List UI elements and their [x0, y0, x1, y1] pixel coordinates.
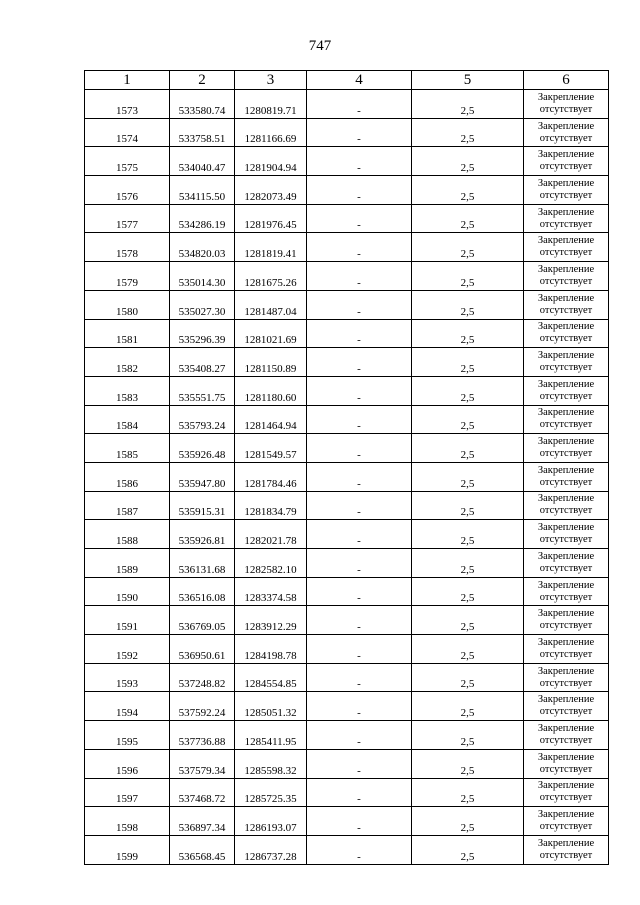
- coordinate-y-cell: 1281487.04: [235, 290, 307, 319]
- coordinate-y-cell: 1285598.32: [235, 749, 307, 778]
- coordinates-table: [84, 70, 609, 865]
- column-4-cell: -: [307, 606, 412, 635]
- column-4-cell: -: [307, 549, 412, 578]
- column-header-1: 1: [85, 71, 170, 90]
- coordinate-y-cell: 1283374.58: [235, 577, 307, 606]
- coordinate-x-cell: 535793.24: [170, 405, 235, 434]
- column-5-cell: 2,5: [412, 635, 524, 664]
- table-row: [85, 434, 609, 463]
- fixing-note-line-2: отсутствует: [539, 591, 593, 603]
- point-number-cell: 1583: [85, 376, 170, 405]
- fixing-note-line-1: Закрепление: [537, 579, 595, 591]
- fixing-note-line-2: отсутствует: [539, 763, 593, 775]
- fixing-note-line-1: Закрепление: [537, 837, 595, 849]
- table-row: [85, 405, 609, 434]
- fixing-note-line-1: Закрепление: [537, 550, 595, 562]
- coordinate-x-cell: 537579.34: [170, 749, 235, 778]
- table-row: [85, 520, 609, 549]
- fixing-note-cell: [524, 606, 609, 635]
- table-row: [85, 807, 609, 836]
- fixing-note-line-2: отсутствует: [539, 304, 593, 316]
- column-4-cell: -: [307, 434, 412, 463]
- fixing-note-cell: [524, 376, 609, 405]
- column-5-cell: 2,5: [412, 319, 524, 348]
- column-5-cell: 2,5: [412, 118, 524, 147]
- point-number-cell: 1580: [85, 290, 170, 319]
- column-4-cell: -: [307, 778, 412, 807]
- fixing-note-line-2: отсутствует: [539, 103, 593, 115]
- fixing-note-line-1: Закрепление: [537, 493, 595, 505]
- column-5-cell: 2,5: [412, 233, 524, 262]
- fixing-note-line-2: отсутствует: [539, 706, 593, 718]
- fixing-note-cell: [524, 749, 609, 778]
- column-4-cell: -: [307, 807, 412, 836]
- coordinate-x-cell: 536769.05: [170, 606, 235, 635]
- column-4-cell: -: [307, 262, 412, 291]
- column-5-cell: 2,5: [412, 462, 524, 491]
- point-number-cell: 1588: [85, 520, 170, 549]
- coordinate-y-cell: 1284198.78: [235, 635, 307, 664]
- column-4-cell: -: [307, 176, 412, 205]
- table-row: [85, 635, 609, 664]
- fixing-note-cell: [524, 290, 609, 319]
- point-number-cell: 1596: [85, 749, 170, 778]
- point-number-cell: 1594: [85, 692, 170, 721]
- column-5-cell: 2,5: [412, 176, 524, 205]
- fixing-note-cell: [524, 635, 609, 664]
- table-row: [85, 376, 609, 405]
- fixing-note-cell: [524, 204, 609, 233]
- column-header-5: 5: [412, 71, 524, 90]
- coordinate-y-cell: 1285725.35: [235, 778, 307, 807]
- table-row: [85, 262, 609, 291]
- column-5-cell: 2,5: [412, 721, 524, 750]
- column-4-cell: -: [307, 835, 412, 864]
- table-row: [85, 348, 609, 377]
- coordinate-x-cell: 535296.39: [170, 319, 235, 348]
- point-number-cell: 1576: [85, 176, 170, 205]
- coordinate-y-cell: 1285411.95: [235, 721, 307, 750]
- point-number-cell: 1574: [85, 118, 170, 147]
- fixing-note-line-1: Закрепление: [537, 120, 595, 132]
- coordinate-x-cell: 537468.72: [170, 778, 235, 807]
- column-5-cell: 2,5: [412, 549, 524, 578]
- column-4-cell: -: [307, 577, 412, 606]
- column-header-6: 6: [524, 71, 609, 90]
- table-row: [85, 90, 609, 119]
- fixing-note-cell: [524, 405, 609, 434]
- coordinate-y-cell: 1281150.89: [235, 348, 307, 377]
- coordinate-y-cell: 1280819.71: [235, 90, 307, 119]
- point-number-cell: 1592: [85, 635, 170, 664]
- column-5-cell: 2,5: [412, 290, 524, 319]
- column-4-cell: -: [307, 692, 412, 721]
- fixing-note-line-2: отсутствует: [539, 218, 593, 230]
- page-number: 747: [308, 38, 332, 54]
- coordinate-y-cell: 1281976.45: [235, 204, 307, 233]
- point-number-cell: 1577: [85, 204, 170, 233]
- fixing-note-line-1: Закрепление: [537, 263, 595, 275]
- fixing-note-line-1: Закрепление: [537, 177, 595, 189]
- fixing-note-cell: [524, 434, 609, 463]
- table-row: [85, 835, 609, 864]
- column-4-cell: -: [307, 721, 412, 750]
- column-5-cell: 2,5: [412, 692, 524, 721]
- point-number-cell: 1573: [85, 90, 170, 119]
- coordinate-x-cell: 535408.27: [170, 348, 235, 377]
- column-5-cell: 2,5: [412, 434, 524, 463]
- fixing-note-cell: [524, 520, 609, 549]
- point-number-cell: 1585: [85, 434, 170, 463]
- fixing-note-cell: [524, 721, 609, 750]
- coordinate-y-cell: 1282073.49: [235, 176, 307, 205]
- table-row: [85, 778, 609, 807]
- coordinate-x-cell: 534040.47: [170, 147, 235, 176]
- point-number-cell: 1575: [85, 147, 170, 176]
- coordinate-x-cell: 536516.08: [170, 577, 235, 606]
- fixing-note-cell: [524, 262, 609, 291]
- point-number-cell: 1582: [85, 348, 170, 377]
- fixing-note-cell: [524, 118, 609, 147]
- point-number-cell: 1584: [85, 405, 170, 434]
- coordinate-y-cell: 1281675.26: [235, 262, 307, 291]
- table-row: [85, 663, 609, 692]
- fixing-note-cell: [524, 807, 609, 836]
- fixing-note-cell: [524, 835, 609, 864]
- point-number-cell: 1590: [85, 577, 170, 606]
- coordinate-y-cell: 1281834.79: [235, 491, 307, 520]
- coordinate-x-cell: 534820.03: [170, 233, 235, 262]
- point-number-cell: 1598: [85, 807, 170, 836]
- coordinate-y-cell: 1283912.29: [235, 606, 307, 635]
- column-5-cell: 2,5: [412, 262, 524, 291]
- column-4-cell: -: [307, 204, 412, 233]
- column-4-cell: -: [307, 376, 412, 405]
- column-4-cell: -: [307, 462, 412, 491]
- fixing-note-line-2: отсутствует: [539, 362, 593, 374]
- fixing-note-line-2: отсутствует: [539, 792, 593, 804]
- fixing-note-line-2: отсутствует: [539, 132, 593, 144]
- point-number-cell: 1578: [85, 233, 170, 262]
- coordinate-y-cell: 1281549.57: [235, 434, 307, 463]
- column-4-cell: -: [307, 405, 412, 434]
- fixing-note-line-1: Закрепление: [537, 292, 595, 304]
- column-header-3: 3: [235, 71, 307, 90]
- coordinate-x-cell: 535947.80: [170, 462, 235, 491]
- coordinate-y-cell: 1282021.78: [235, 520, 307, 549]
- coordinate-x-cell: 537248.82: [170, 663, 235, 692]
- fixing-note-cell: [524, 90, 609, 119]
- fixing-note-line-1: Закрепление: [537, 780, 595, 792]
- fixing-note-line-1: Закрепление: [537, 722, 595, 734]
- table-row: [85, 204, 609, 233]
- column-4-cell: -: [307, 749, 412, 778]
- fixing-note-line-2: отсутствует: [539, 620, 593, 632]
- fixing-note-line-1: Закрепление: [537, 407, 595, 419]
- point-number-cell: 1589: [85, 549, 170, 578]
- column-5-cell: 2,5: [412, 405, 524, 434]
- column-4-cell: -: [307, 290, 412, 319]
- coordinate-x-cell: 535551.75: [170, 376, 235, 405]
- fixing-note-line-1: Закрепление: [537, 751, 595, 763]
- fixing-note-line-1: Закрепление: [537, 91, 595, 103]
- table-row: [85, 290, 609, 319]
- fixing-note-cell: [524, 233, 609, 262]
- coordinate-x-cell: 534115.50: [170, 176, 235, 205]
- fixing-note-line-1: Закрепление: [537, 350, 595, 362]
- fixing-note-line-1: Закрепление: [537, 206, 595, 218]
- point-number-cell: 1595: [85, 721, 170, 750]
- fixing-note-line-1: Закрепление: [537, 235, 595, 247]
- column-5-cell: 2,5: [412, 376, 524, 405]
- table-row: [85, 118, 609, 147]
- fixing-note-cell: [524, 176, 609, 205]
- fixing-note-line-1: Закрепление: [537, 694, 595, 706]
- coordinate-x-cell: 533758.51: [170, 118, 235, 147]
- column-5-cell: 2,5: [412, 348, 524, 377]
- fixing-note-line-2: отсутствует: [539, 333, 593, 345]
- point-number-cell: 1581: [85, 319, 170, 348]
- table-row: [85, 692, 609, 721]
- coordinate-x-cell: 536568.45: [170, 835, 235, 864]
- table-row: [85, 606, 609, 635]
- point-number-cell: 1599: [85, 835, 170, 864]
- fixing-note-line-2: отсутствует: [539, 476, 593, 488]
- table-row: [85, 319, 609, 348]
- fixing-note-cell: [524, 147, 609, 176]
- coordinate-y-cell: 1284554.85: [235, 663, 307, 692]
- column-5-cell: 2,5: [412, 663, 524, 692]
- coordinate-y-cell: 1281180.60: [235, 376, 307, 405]
- fixing-note-line-2: отсутствует: [539, 677, 593, 689]
- point-number-cell: 1597: [85, 778, 170, 807]
- column-5-cell: 2,5: [412, 749, 524, 778]
- fixing-note-line-2: отсутствует: [539, 534, 593, 546]
- column-header-4: 4: [307, 71, 412, 90]
- coordinate-x-cell: 537736.88: [170, 721, 235, 750]
- coordinate-y-cell: 1281021.69: [235, 319, 307, 348]
- fixing-note-line-2: отсутствует: [539, 821, 593, 833]
- coordinate-y-cell: 1281819.41: [235, 233, 307, 262]
- coordinate-x-cell: 535926.48: [170, 434, 235, 463]
- table-body: [85, 90, 609, 865]
- point-number-cell: 1579: [85, 262, 170, 291]
- table-row: [85, 491, 609, 520]
- fixing-note-line-1: Закрепление: [537, 809, 595, 821]
- column-4-cell: -: [307, 90, 412, 119]
- column-4-cell: -: [307, 491, 412, 520]
- coordinate-x-cell: 536131.68: [170, 549, 235, 578]
- column-4-cell: -: [307, 635, 412, 664]
- column-5-cell: 2,5: [412, 807, 524, 836]
- column-4-cell: -: [307, 348, 412, 377]
- coordinate-x-cell: 535926.81: [170, 520, 235, 549]
- fixing-note-cell: [524, 577, 609, 606]
- column-4-cell: -: [307, 520, 412, 549]
- coordinate-x-cell: 535027.30: [170, 290, 235, 319]
- point-number-cell: 1586: [85, 462, 170, 491]
- fixing-note-line-1: Закрепление: [537, 608, 595, 620]
- fixing-note-cell: [524, 462, 609, 491]
- fixing-note-line-1: Закрепление: [537, 149, 595, 161]
- fixing-note-line-1: Закрепление: [537, 378, 595, 390]
- fixing-note-line-2: отсутствует: [539, 562, 593, 574]
- point-number-cell: 1593: [85, 663, 170, 692]
- point-number-cell: 1587: [85, 491, 170, 520]
- fixing-note-line-2: отсутствует: [539, 419, 593, 431]
- coordinate-y-cell: 1281784.46: [235, 462, 307, 491]
- fixing-note-cell: [524, 348, 609, 377]
- coordinate-y-cell: 1282582.10: [235, 549, 307, 578]
- fixing-note-line-1: Закрепление: [537, 522, 595, 534]
- fixing-note-line-2: отсутствует: [539, 247, 593, 259]
- column-5-cell: 2,5: [412, 606, 524, 635]
- column-5-cell: 2,5: [412, 491, 524, 520]
- column-4-cell: -: [307, 663, 412, 692]
- fixing-note-line-1: Закрепление: [537, 665, 595, 677]
- fixing-note-cell: [524, 319, 609, 348]
- fixing-note-cell: [524, 491, 609, 520]
- fixing-note-cell: [524, 692, 609, 721]
- table-row: [85, 577, 609, 606]
- fixing-note-cell: [524, 663, 609, 692]
- fixing-note-line-2: отсутствует: [539, 275, 593, 287]
- table-header-row: [85, 71, 609, 90]
- coordinate-y-cell: 1281904.94: [235, 147, 307, 176]
- coordinate-y-cell: 1286193.07: [235, 807, 307, 836]
- column-4-cell: -: [307, 147, 412, 176]
- point-number-cell: 1591: [85, 606, 170, 635]
- column-5-cell: 2,5: [412, 778, 524, 807]
- table-row: [85, 549, 609, 578]
- coordinate-x-cell: 537592.24: [170, 692, 235, 721]
- fixing-note-line-2: отсутствует: [539, 448, 593, 460]
- table-row: [85, 462, 609, 491]
- coordinate-x-cell: 534286.19: [170, 204, 235, 233]
- coordinate-x-cell: 536950.61: [170, 635, 235, 664]
- fixing-note-line-1: Закрепление: [537, 321, 595, 333]
- fixing-note-cell: [524, 778, 609, 807]
- fixing-note-line-2: отсутствует: [539, 648, 593, 660]
- column-5-cell: 2,5: [412, 147, 524, 176]
- coordinate-y-cell: 1285051.32: [235, 692, 307, 721]
- table-row: [85, 147, 609, 176]
- coordinate-x-cell: 535014.30: [170, 262, 235, 291]
- column-header-2: 2: [170, 71, 235, 90]
- fixing-note-line-2: отсутствует: [539, 390, 593, 402]
- fixing-note-cell: [524, 549, 609, 578]
- column-5-cell: 2,5: [412, 204, 524, 233]
- coordinate-y-cell: 1286737.28: [235, 835, 307, 864]
- fixing-note-line-2: отсутствует: [539, 505, 593, 517]
- fixing-note-line-1: Закрепление: [537, 636, 595, 648]
- fixing-note-line-2: отсутствует: [539, 734, 593, 746]
- column-5-cell: 2,5: [412, 520, 524, 549]
- table-row: [85, 176, 609, 205]
- fixing-note-line-2: отсутствует: [539, 849, 593, 861]
- table-row: [85, 233, 609, 262]
- column-4-cell: -: [307, 233, 412, 262]
- column-5-cell: 2,5: [412, 577, 524, 606]
- fixing-note-line-1: Закрепление: [537, 436, 595, 448]
- table-row: [85, 749, 609, 778]
- column-5-cell: 2,5: [412, 835, 524, 864]
- coordinate-x-cell: 535915.31: [170, 491, 235, 520]
- column-5-cell: 2,5: [412, 90, 524, 119]
- column-4-cell: -: [307, 118, 412, 147]
- fixing-note-line-1: Закрепление: [537, 464, 595, 476]
- coordinate-y-cell: 1281464.94: [235, 405, 307, 434]
- table-row: [85, 721, 609, 750]
- coordinate-x-cell: 533580.74: [170, 90, 235, 119]
- column-4-cell: -: [307, 319, 412, 348]
- fixing-note-line-2: отсутствует: [539, 189, 593, 201]
- coordinate-x-cell: 536897.34: [170, 807, 235, 836]
- fixing-note-line-2: отсутствует: [539, 161, 593, 173]
- coordinate-y-cell: 1281166.69: [235, 118, 307, 147]
